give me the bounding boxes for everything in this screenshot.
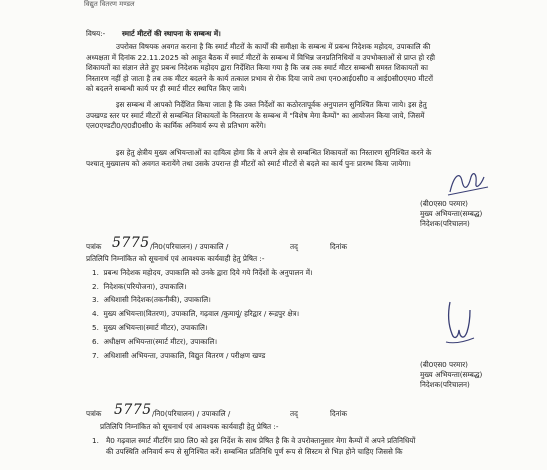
list-item: 5. मुख्य अभियन्ता(स्मार्ट मीटर), उपाकालि। — [92, 323, 208, 332]
ref-note: प्रतिलिपि निम्नांकित को सूचनार्थ एवं आवश्यक कार्यवाही हेतु प्रेषित :- — [86, 254, 265, 263]
text-line: को बदलने सम्बन्धी कार्य पर ही स्मार्ट मीटर स्थापित किए जाये। — [86, 84, 247, 93]
text-line: पश्चात् मुख्यालय को अवगत करायेंगे तथा उसके उपरान्त ही मीटरों को स्मार्ट मीटरों से बदले का कार्य पुनः प्रारम्भ किया जायेगा। — [86, 158, 411, 168]
signatory-designation: मुख्य अभियन्ता(सम्बद्ध) — [420, 209, 483, 218]
list-item — [106, 436, 415, 457]
ref-date-label: दिनांक — [330, 409, 348, 418]
list-item-number: 1. — [92, 436, 99, 445]
text-line: शिकायतों का संज्ञान लेते हुए प्रबन्ध निदेशक महोदय द्वारा निर्देशित किया गया है कि जब तक स्मार्ट मीटर सम्बन्धी समस्त शिकायतों का — [86, 63, 428, 72]
list-item: 7. अधिशासी अभियन्ता, उपाकालि, विद्युत वितरण / परीक्षण खण्ड — [92, 351, 266, 360]
subject-text: स्मार्ट मीटरों की स्थापना के सम्बन्ध में। — [122, 29, 221, 38]
ref-note: प्रतिलिपि निम्नांकित को सूचनार्थ एवं आवश्यक कार्यवाही हेतु प्रेषित :- — [100, 422, 279, 431]
subject-label: विषय:- — [86, 29, 106, 38]
signatory-name: (बी0एस0 परमार) — [420, 199, 468, 208]
list-item: 6. अधीक्षण अभियन्ता(स्मार्ट मीटर), उपाकालि। — [92, 337, 218, 346]
list-item: 1. प्रबन्ध निदेशक महोदय, उपाकालि को उनके द्वारा दिये गये निर्देशों के अनुपालन में। — [92, 268, 313, 277]
text-line: मै0 गढ़वाल स्मार्ट मीटरिंग प्रा0 लि0 को इस निर्देश के साथ प्रेषित है कि वे उपरोक्तानुसार मेगा कैम्पों में अपने प्रतिनिधियों — [106, 436, 416, 445]
text-line: निस्तारण नहीं हो जाता है तब तक मीटर बदलने के कार्य तत्काल प्रभाव से रोक दिया जाये तथा एन0आई0सी0 व आई0सी0एम0 मीटरों — [86, 73, 433, 83]
ref-prefix: पत्रांक — [86, 242, 102, 251]
signature-mark — [444, 167, 494, 199]
list-item: 2. निदेशक(परियोजना), उपाकालि। — [92, 282, 187, 291]
ref-number: 5775 — [112, 235, 150, 251]
signature-block-1 — [420, 199, 482, 229]
signatory-designation: निदेशक(परिचालन) — [420, 219, 470, 228]
text-line: की उपस्थिति अनिवार्य रूप से सुनिश्चित करें। सम्बन्धित प्रतिनिधि पूर्ण रूप से सिस्टम से भिज्ञ होने चाहिए जिससे कि — [106, 446, 403, 456]
ref-number: 5775 — [114, 402, 152, 418]
text-line: इस सम्बन्ध में आपको निर्देशित किया जाता है कि उक्त निर्देशों का कठोरतापूर्वक अनुपालन सुनिश्चित किया जाये। इस हेतु — [116, 100, 427, 109]
ref-tad: तद् — [290, 409, 298, 418]
ref-prefix: पत्रांक — [86, 409, 102, 418]
list-item: 4. मुख्य अभियन्ता(वितरण), उपाकालि, गढ़वाल /कुमायूं/ हरिद्वार / रूद्रपुर क्षेत्र। — [92, 309, 300, 318]
text-line: अध्यक्षता में दिनांक 22.11.2025 को आहूत बैठक में स्मार्ट मीटरों के सम्बन्ध में विभिन्न जनप्रतिनिधियों व उपभोक्ताओं से प्राप्त हो रही — [86, 52, 436, 62]
text-line: एल0एण्डटी0/ए0डी0सी0 के कार्मिक अनिवार्य रूप से प्रतिभाग करेंगे। — [86, 121, 266, 130]
text-line: उपखण्ड स्तर पर स्मार्ट मीटरों से सम्बन्धित शिकायतों के निस्तारण के सम्बन्ध में "विशेष मेगा कैम्पों" का आयोजन किया जाये, जिसमें — [86, 110, 425, 120]
ref-date-label: दिनांक — [330, 242, 348, 251]
signatory-designation: निदेशक(परिचालन) — [420, 380, 470, 389]
ref-tad: तद् — [290, 242, 298, 251]
body-paragraph-3 — [86, 148, 431, 169]
signature-mark — [440, 298, 480, 350]
header-fragment: विद्युत वितरण मण्डल — [84, 0, 135, 8]
ref-department: /नि0(परिचालन) / उपाकालि / — [150, 242, 229, 251]
ref-department: /नि0(परिचालन) / उपाकालि / — [152, 409, 231, 418]
text-line: इस हेतु क्षेत्रीय मुख्य अभियन्ताओं का दायित्व होगा कि वे अपने क्षेत्र से सम्बन्धित शिकायतों का निस्तारण सुनिश्चित करने के — [116, 148, 432, 157]
text-line: उपरोक्त विषयक अवगत कराना है कि स्मार्ट मीटरों के कार्यों की समीक्षा के सम्बन्ध में प्रबन्ध निदेशक महोदय, उपाकालि की — [116, 42, 431, 51]
body-paragraph-2 — [86, 100, 427, 132]
signatory-designation: मुख्य अभियन्ता(सम्बद्ध) — [420, 370, 483, 379]
signatory-name: (बी0एस0 परमार) — [420, 360, 468, 369]
body-paragraph-1 — [86, 42, 435, 95]
signature-block-2 — [420, 360, 482, 390]
list-item: 3. अधिशासी निदेशक(तकनीकी), उपाकालि। — [92, 295, 211, 304]
